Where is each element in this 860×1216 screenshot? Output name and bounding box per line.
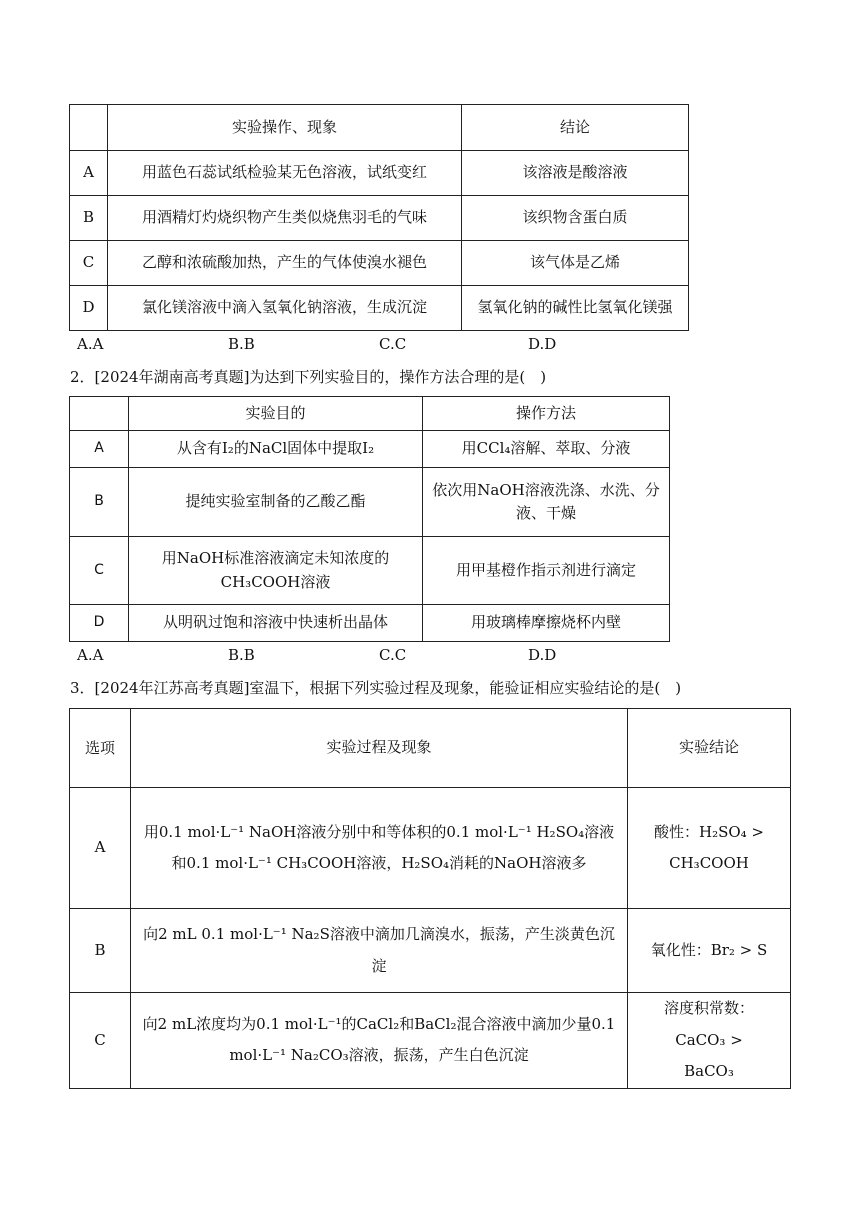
header-option: [70, 105, 108, 151]
q1-table: [69, 104, 689, 331]
conclusion-cell: 氢氧化钠的碱性比氢氧化镁强: [462, 286, 689, 331]
choice-c[interactable]: C.C: [379, 335, 407, 353]
process-cell: 用0.1 mol·L⁻¹ NaOH溶液分别中和等体积的0.1 mol·L⁻¹ H₂SO₄溶液和0.1 mol·L⁻¹ CH₃COOH溶液，H₂SO₄消耗的NaOH溶液多: [131, 788, 628, 909]
conclusion-cell: 该气体是乙烯: [462, 241, 689, 286]
operation-cell: 乙醇和浓硫酸加热，产生的气体使溴水褪色: [108, 241, 462, 286]
table-row: [70, 196, 689, 241]
q2-table: [69, 396, 670, 642]
option-label: D: [70, 286, 108, 331]
header-process: 实验过程及现象: [131, 709, 628, 788]
method-cell: 用甲基橙作指示剂进行滴定: [423, 537, 670, 605]
table-header-row: [70, 397, 670, 431]
header-option: [70, 397, 129, 431]
header-operation: 实验操作、现象: [108, 105, 462, 151]
goal-cell: 从明矾过饱和溶液中快速析出晶体: [129, 605, 423, 642]
method-cell: 用玻璃棒摩擦烧杯内壁: [423, 605, 670, 642]
choice-b[interactable]: B.B: [228, 335, 255, 353]
option-label: D: [70, 605, 129, 642]
table-row: [70, 993, 791, 1089]
option-label: C: [70, 993, 131, 1089]
header-method: 操作方法: [423, 397, 670, 431]
table-row: [70, 909, 791, 993]
option-label: B: [70, 196, 108, 241]
table-row: [70, 241, 689, 286]
choice-a[interactable]: A.A: [77, 335, 104, 353]
conclusion-cell: 溶度积常数：CaCO₃ > BaCO₃: [628, 993, 791, 1089]
choice-c[interactable]: C.C: [379, 646, 407, 664]
goal-cell: 从含有I₂的NaCl固体中提取I₂: [129, 431, 423, 468]
table-row: [70, 537, 670, 605]
conclusion-cell: 该织物含蛋白质: [462, 196, 689, 241]
operation-cell: 用蓝色石蕊试纸检验某无色溶液，试纸变红: [108, 151, 462, 196]
header-option: 选项: [70, 709, 131, 788]
q3-table: [69, 708, 791, 1089]
process-cell: 向2 mL 0.1 mol·L⁻¹ Na₂S溶液中滴加几滴溴水，振荡，产生淡黄色沉淀: [131, 909, 628, 993]
goal-cell: 提纯实验室制备的乙酸乙酯: [129, 468, 423, 537]
option-label: B: [70, 909, 131, 993]
option-label: A: [70, 431, 129, 468]
table-header-row: [70, 709, 791, 788]
table-row: [70, 151, 689, 196]
table-row: [70, 468, 670, 537]
table-row: [70, 286, 689, 331]
operation-cell: 氯化镁溶液中滴入氢氧化钠溶液，生成沉淀: [108, 286, 462, 331]
option-label: A: [70, 788, 131, 909]
option-label: A: [70, 151, 108, 196]
choice-a[interactable]: A.A: [77, 646, 104, 664]
header-conclusion: 实验结论: [628, 709, 791, 788]
goal-cell: 用NaOH标准溶液滴定未知浓度的CH₃COOH溶液: [129, 537, 423, 605]
process-cell: 向2 mL浓度均为0.1 mol·L⁻¹的CaCl₂和BaCl₂混合溶液中滴加少量0.1 mol·L⁻¹ Na₂CO₃溶液，振荡，产生白色沉淀: [131, 993, 628, 1089]
choice-d[interactable]: D.D: [528, 646, 557, 664]
table-row: [70, 788, 791, 909]
table-header-row: [70, 105, 689, 151]
header-goal: 实验目的: [129, 397, 423, 431]
method-cell: 用CCl₄溶解、萃取、分液: [423, 431, 670, 468]
option-label: C: [70, 241, 108, 286]
method-cell: 依次用NaOH溶液洗涤、水洗、分液、干燥: [423, 468, 670, 537]
conclusion-cell: 该溶液是酸溶液: [462, 151, 689, 196]
option-label: C: [70, 537, 129, 605]
conclusion-cell: 酸性：H₂SO₄ > CH₃COOH: [628, 788, 791, 909]
choice-d[interactable]: D.D: [528, 335, 557, 353]
header-conclusion: 结论: [462, 105, 689, 151]
q2-title: 2．[2024年湖南高考真题]为达到下列实验目的，操作方法合理的是( ): [70, 368, 547, 386]
q3-title: 3．[2024年江苏高考真题]室温下，根据下列实验过程及现象，能验证相应实验结论的是( ): [70, 679, 682, 697]
choice-b[interactable]: B.B: [228, 646, 255, 664]
table-row: [70, 605, 670, 642]
option-label: B: [70, 468, 129, 537]
operation-cell: 用酒精灯灼烧织物产生类似烧焦羽毛的气味: [108, 196, 462, 241]
table-row: [70, 431, 670, 468]
conclusion-cell: 氧化性：Br₂ > S: [628, 909, 791, 993]
